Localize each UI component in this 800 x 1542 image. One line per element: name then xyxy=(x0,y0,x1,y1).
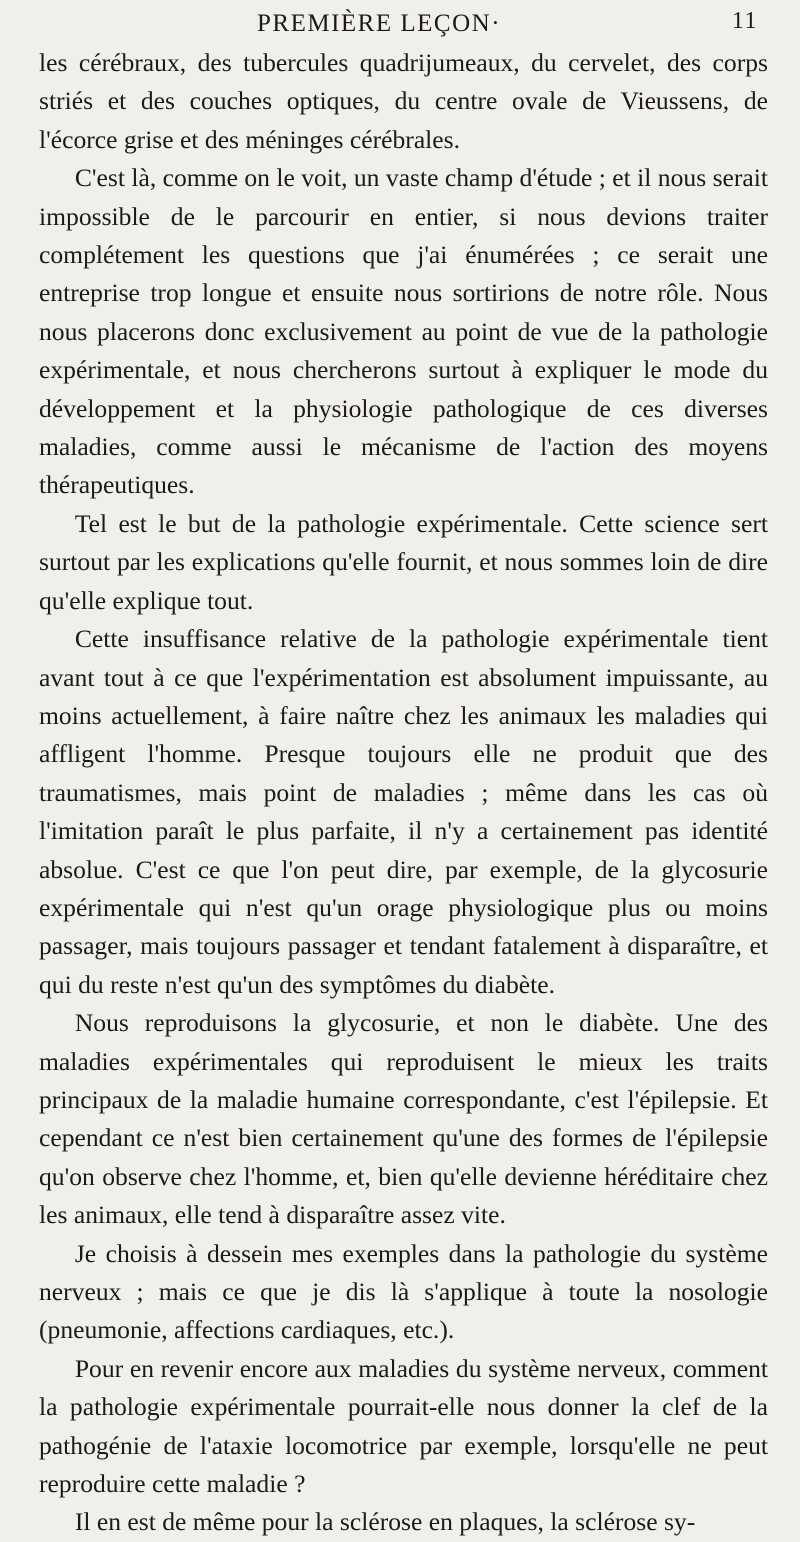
page-number: 11 xyxy=(731,8,758,34)
paragraph-continued: les cérébraux, des tubercules quadrijumeaux, du cervelet, des corps striés et des couches optiques, du centre ovale de Vieussens, de l'écorce grise et des méninges cérébrales. xyxy=(39,48,768,154)
paragraph: Il en est de même pour la sclérose en plaques, la sclérose sy- xyxy=(74,1507,696,1537)
body-text xyxy=(39,44,768,1542)
paragraph: Je choisis à dessein mes exemples dans la pathologie du système nerveux ; mais ce que je dis là s'applique à toute la nosologie (pneumonie, affections cardiaques, etc.). xyxy=(39,1238,768,1345)
paragraph: Pour en revenir encore aux maladies du système nerveux, comment la pathologie expérimentale pourrait-elle nous donner la clef de la pathogénie de l'ataxie locomotrice par exemple, lorsqu'elle ne peut reproduire cette maladie ? xyxy=(39,1353,768,1499)
paragraph: Nous reproduisons la glycosurie, et non le diabète. Une des maladies expérimentales qui reproduisent le mieux les traits principaux de la maladie humaine correspondante, c'est l'épilepsie. Et cependant ce n'est bien certainement qu'une des formes de l'épilepsie qu'on observe chez l'homme, et, bien qu'elle devienne héréditaire chez les animaux, elle tend à disparaître assez vite. xyxy=(39,1008,768,1230)
running-title: PREMIÈRE LEÇON· xyxy=(257,10,502,37)
paragraph: C'est là, comme on le voit, un vaste champ d'étude ; et il nous serait impossible de le parcourir en entier, si nous devions traiter complétement les questions que j'ai énumérées ; ce serait une entreprise trop longue et ensuite nous sortirions de notre rôle. Nous nous placerons donc exclusivement au point de vue de la pathologie expérimentale, et nous chercherons surtout à expliquer le mode du développement et la physiologie pathologique de ces diverses maladies, comme aussi le mécanisme de l'action des moyens thérapeutiques. xyxy=(39,163,768,500)
paragraph: Tel est le but de la pathologie expérimentale. Cette science sert surtout par les explications qu'elle fournit, et nous sommes loin de dire qu'elle explique tout. xyxy=(39,508,768,615)
paragraph: Cette insuffisance relative de la pathologie expérimentale tient avant tout à ce que l'expérimentation est absolument impuissante, au moins actuellement, à faire naître chez les animaux les maladies qui affligent l'homme. Presque toujours elle ne produit que des traumatismes, mais point de maladies ; même dans les cas où l'imitation paraît le plus parfaite, il n'y a certainement pas identité absolue. C'est ce que l'on peut dire, par exemple, de la glycosurie expérimentale qui n'est qu'un orage physiologique plus ou moins passager, mais toujours passager et tendant fatalement à disparaître, et qui du reste n'est qu'un des symptômes du diabète. xyxy=(39,624,768,999)
running-head xyxy=(39,8,768,44)
